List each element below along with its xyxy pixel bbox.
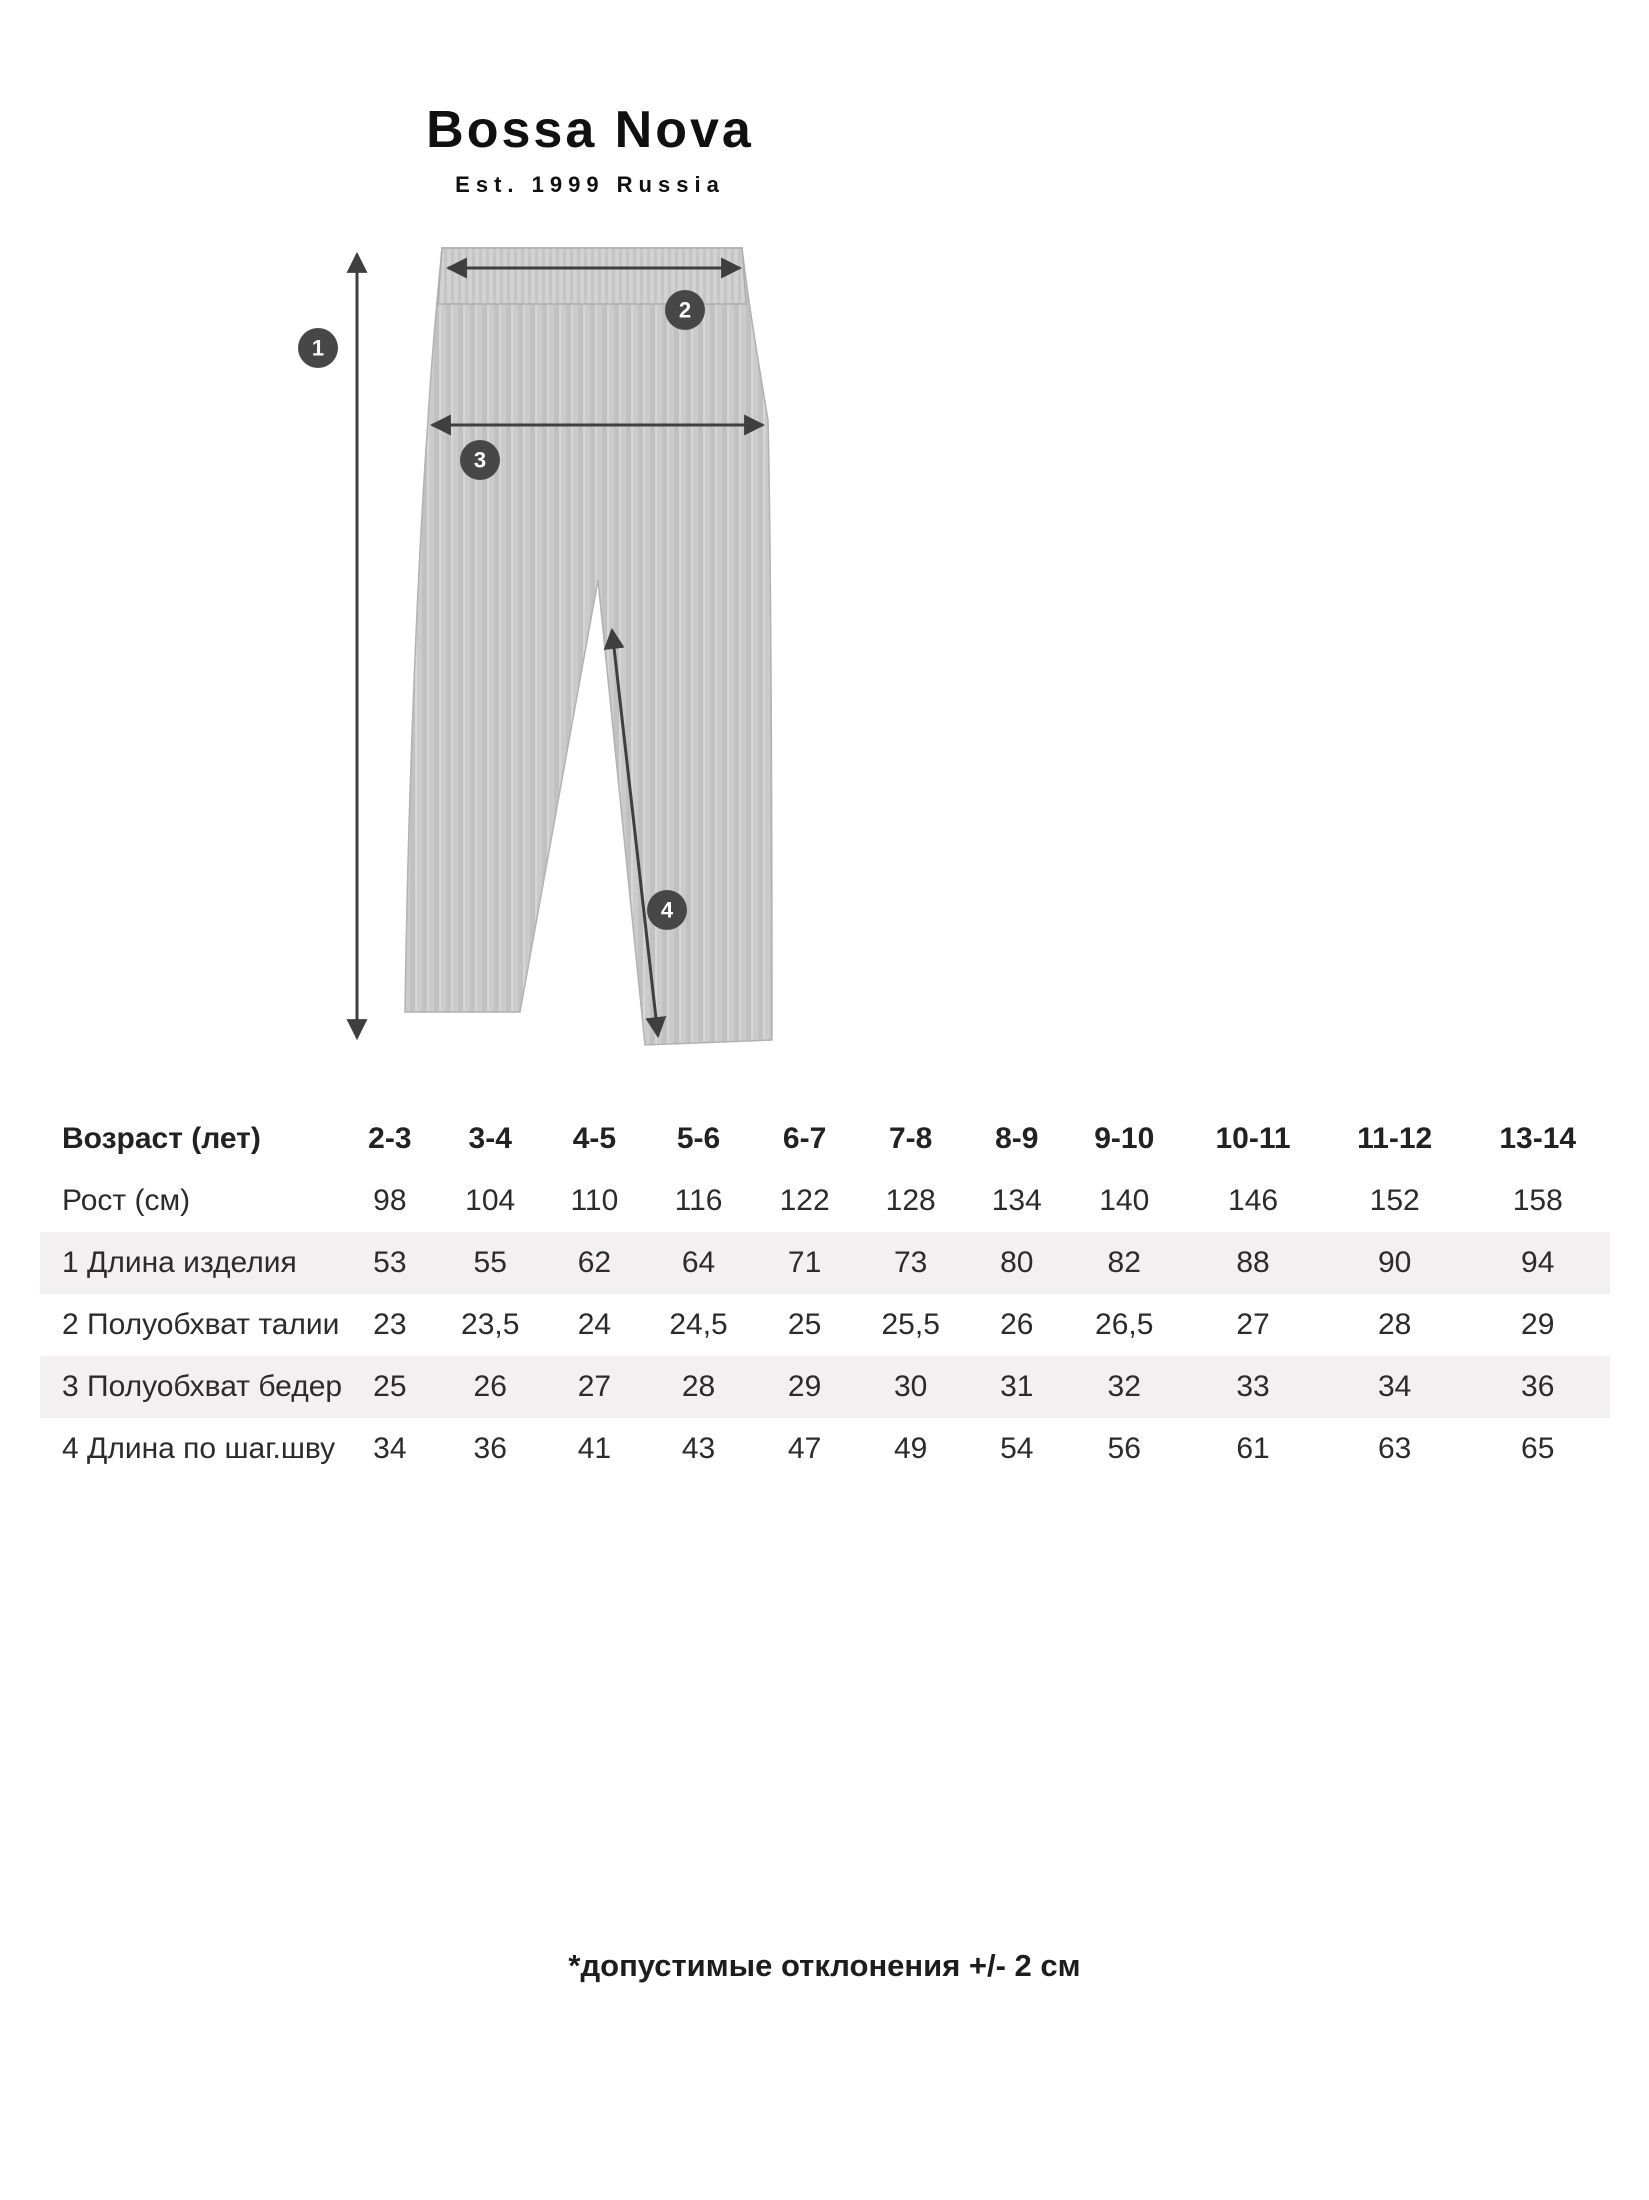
size-value: 34 <box>1377 1370 1412 1403</box>
age-column-header: 11-12 <box>1357 1122 1433 1155</box>
size-value: 28 <box>1377 1308 1412 1341</box>
marker-4-label: 4 <box>660 897 674 923</box>
row-label: 2 Полуобхват талии <box>62 1308 340 1341</box>
size-value: 62 <box>577 1246 612 1279</box>
size-value: 30 <box>893 1370 928 1403</box>
size-table-section <box>40 1108 1610 1480</box>
size-value: 55 <box>473 1246 507 1279</box>
pants-measurement-diagram <box>290 230 890 1080</box>
size-value: 32 <box>1107 1370 1141 1403</box>
table-row <box>40 1418 1610 1480</box>
size-value: 33 <box>1236 1370 1270 1403</box>
age-column-header: 13-14 <box>1499 1122 1577 1155</box>
age-column-header: 10-11 <box>1215 1122 1291 1155</box>
row-label: 3 Полуобхват бедер <box>62 1370 343 1403</box>
row-label: 4 Длина по шаг.шву <box>62 1432 336 1465</box>
size-value: 41 <box>577 1432 612 1465</box>
size-value: 80 <box>1000 1246 1034 1279</box>
marker-1 <box>298 328 338 368</box>
table-row <box>40 1232 1610 1294</box>
marker-3-label: 3 <box>473 447 487 473</box>
size-value: 88 <box>1236 1246 1270 1279</box>
size-value: 25 <box>373 1370 407 1403</box>
size-value: 128 <box>885 1184 936 1217</box>
size-value: 73 <box>893 1246 928 1279</box>
size-value: 146 <box>1228 1184 1279 1217</box>
size-value: 29 <box>787 1370 822 1403</box>
size-value: 56 <box>1107 1432 1141 1465</box>
size-value: 116 <box>674 1184 723 1217</box>
size-value: 53 <box>373 1246 407 1279</box>
size-value: 49 <box>893 1432 928 1465</box>
size-value: 158 <box>1512 1184 1563 1217</box>
pants-diagram-svg <box>290 230 890 1080</box>
size-value: 27 <box>577 1370 612 1403</box>
size-value: 64 <box>681 1246 716 1279</box>
tolerance-footnote: *допустимые отклонения +/- 2 см <box>568 1948 1081 1983</box>
size-value: 122 <box>779 1184 830 1217</box>
marker-4 <box>647 890 687 930</box>
size-value: 27 <box>1236 1308 1270 1341</box>
pants-waistband <box>438 248 746 304</box>
row-label: Рост (см) <box>62 1184 191 1217</box>
age-column-header: 6-7 <box>782 1122 827 1155</box>
row-label: 1 Длина изделия <box>62 1246 297 1279</box>
brand-name: Bossa Nova <box>426 101 754 159</box>
size-value: 110 <box>570 1184 619 1217</box>
age-header-label: Возраст (лет) <box>62 1122 261 1155</box>
age-column-header: 9-10 <box>1094 1122 1155 1155</box>
size-value: 26,5 <box>1095 1308 1154 1341</box>
size-value: 47 <box>787 1432 822 1465</box>
size-value: 43 <box>681 1432 716 1465</box>
age-column-header: 5-6 <box>676 1122 721 1155</box>
size-value: 134 <box>991 1184 1042 1217</box>
pants-body <box>405 248 772 1045</box>
age-column-header: 2-3 <box>368 1122 412 1155</box>
size-value: 26 <box>473 1370 507 1403</box>
size-value: 98 <box>373 1184 407 1217</box>
marker-1-label: 1 <box>311 335 325 361</box>
size-value: 152 <box>1369 1184 1420 1217</box>
size-table <box>40 1108 1610 1480</box>
size-value: 36 <box>1521 1370 1555 1403</box>
size-value: 34 <box>373 1432 407 1465</box>
table-row <box>40 1170 1610 1232</box>
brand-tagline: Est. 1999 Russia <box>455 172 725 197</box>
marker-2-label: 2 <box>678 297 692 323</box>
marker-2 <box>665 290 705 330</box>
marker-3 <box>460 440 500 480</box>
size-value: 71 <box>787 1246 822 1279</box>
brand-header <box>240 100 940 198</box>
size-value: 26 <box>1000 1308 1034 1341</box>
size-value: 63 <box>1377 1432 1412 1465</box>
table-row <box>40 1294 1610 1356</box>
size-value: 94 <box>1521 1246 1555 1279</box>
size-value: 36 <box>473 1432 507 1465</box>
size-value: 24 <box>577 1308 612 1341</box>
size-value: 31 <box>1000 1370 1034 1403</box>
size-value: 90 <box>1377 1246 1412 1279</box>
size-value: 61 <box>1236 1432 1270 1465</box>
age-column-header: 8-9 <box>995 1122 1039 1155</box>
size-value: 29 <box>1521 1308 1555 1341</box>
size-value: 140 <box>1099 1184 1150 1217</box>
size-value: 23 <box>373 1308 407 1341</box>
size-value: 25 <box>787 1308 822 1341</box>
age-column-header: 7-8 <box>889 1122 933 1155</box>
size-value: 104 <box>465 1184 516 1217</box>
age-column-header: 4-5 <box>572 1122 617 1155</box>
size-value: 23,5 <box>461 1308 520 1341</box>
size-value: 28 <box>681 1370 716 1403</box>
age-column-header: 3-4 <box>468 1122 512 1155</box>
size-value: 65 <box>1521 1432 1555 1465</box>
size-value: 54 <box>1000 1432 1034 1465</box>
size-value: 25,5 <box>881 1308 940 1341</box>
size-value: 82 <box>1107 1246 1141 1279</box>
table-row <box>40 1356 1610 1418</box>
size-value: 24,5 <box>669 1308 728 1341</box>
table-header-row <box>40 1108 1610 1170</box>
